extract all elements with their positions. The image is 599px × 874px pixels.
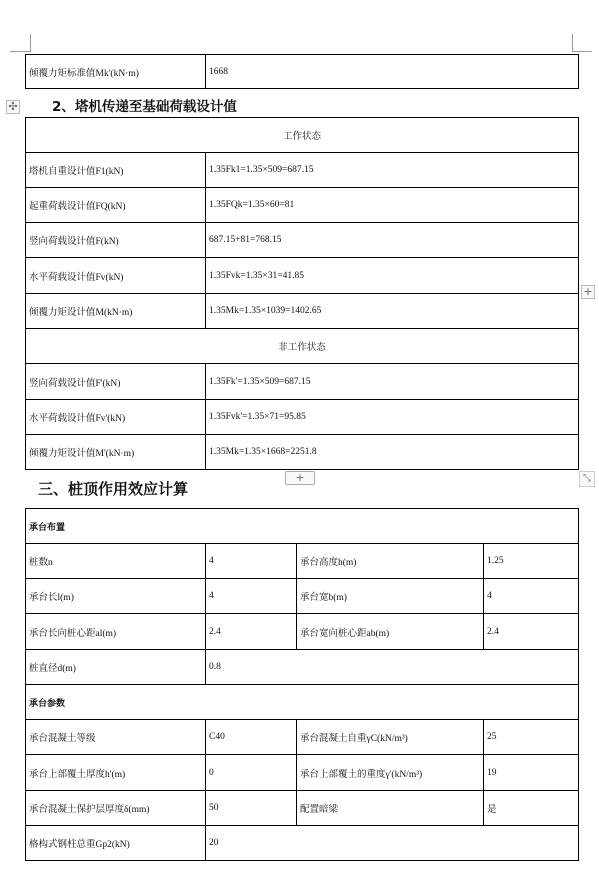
resize-handle-icon[interactable]: ⤡ <box>579 471 595 487</box>
table-cell: 水平荷载设计值Fv'(kN) <box>26 400 206 435</box>
table-cell: 倾覆力矩标准值Mk'(kN·m) <box>26 55 206 89</box>
add-row-button[interactable]: + <box>285 471 315 485</box>
table-cell: 竖向荷载设计值F(kN) <box>26 223 206 258</box>
table-cell: 687.15+81=768.15 <box>206 223 579 258</box>
table-row <box>26 118 579 153</box>
table-cell: 1668 <box>206 55 579 89</box>
table-cell: 4 <box>206 579 297 614</box>
table-cell: 2.4 <box>206 614 297 650</box>
table-row <box>26 55 579 89</box>
group-header: 工作状态 <box>26 118 579 153</box>
table-cell: 承台长向桩心距al(m) <box>26 614 206 650</box>
table-cell: 格构式钢柱总重Gp2(kN) <box>26 826 206 861</box>
table-row <box>26 614 579 650</box>
table-cell: C40 <box>206 720 297 755</box>
crop-mark <box>30 34 31 52</box>
table-cell: 承台宽向桩心距ab(m) <box>297 614 484 650</box>
table-row <box>26 579 579 614</box>
table-cell: 承台上部覆土的重度γ'(kN/m³) <box>297 755 484 791</box>
table-cell: 桩数n <box>26 544 206 579</box>
table-cell: 配置暗梁 <box>297 791 484 826</box>
table-row <box>26 509 579 544</box>
table-row <box>26 720 579 755</box>
table-row <box>26 188 579 223</box>
table-cell: 1.35Fvk=1.35×31=41.85 <box>206 258 579 294</box>
table-move-handle-icon[interactable]: ✣ <box>6 100 20 114</box>
insert-column-button[interactable]: + <box>581 285 595 299</box>
table-cell: 4 <box>484 579 579 614</box>
table-cell: 50 <box>206 791 297 826</box>
table-cell: 承台混凝土保护层厚度δ(mm) <box>26 791 206 826</box>
table-row <box>26 294 579 329</box>
table-row <box>26 400 579 435</box>
table-cell: 承台长l(m) <box>26 579 206 614</box>
group-header: 非工作状态 <box>26 329 579 364</box>
table-row <box>26 364 579 400</box>
table-cell: 水平荷载设计值Fv(kN) <box>26 258 206 294</box>
table-cell: 倾覆力矩设计值M'(kN·m) <box>26 435 206 470</box>
table-cell: 竖向荷载设计值F'(kN) <box>26 364 206 400</box>
table-row <box>26 435 579 470</box>
table-row <box>26 650 579 685</box>
table-cell: 承台宽b(m) <box>297 579 484 614</box>
table-cell: 1.25 <box>484 544 579 579</box>
group-header: 承台参数 <box>26 685 579 720</box>
load-design-table <box>25 117 579 470</box>
table-cell: 是 <box>484 791 579 826</box>
table-cell: 19 <box>484 755 579 791</box>
table-cell: 承台高度h(m) <box>297 544 484 579</box>
table-cell: 倾覆力矩设计值M(kN·m) <box>26 294 206 329</box>
table-cell: 4 <box>206 544 297 579</box>
table-row <box>26 223 579 258</box>
crop-mark <box>572 51 592 52</box>
group-header: 承台布置 <box>26 509 579 544</box>
table-cell: 起重荷载设计值FQ(kN) <box>26 188 206 223</box>
table-cell: 1.35Fk1=1.35×509=687.15 <box>206 153 579 188</box>
table-row <box>26 544 579 579</box>
table-cell: 1.35FQk=1.35×60=81 <box>206 188 579 223</box>
pile-cap-table <box>25 508 579 861</box>
table-row <box>26 258 579 294</box>
table-cell: 2.4 <box>484 614 579 650</box>
table-cell: 0.8 <box>206 650 579 685</box>
table-row <box>26 755 579 791</box>
crop-mark <box>572 34 573 52</box>
table-cell: 承台混凝土等级 <box>26 720 206 755</box>
table-cell: 20 <box>206 826 579 861</box>
table-cell: 25 <box>484 720 579 755</box>
table-row <box>26 826 579 861</box>
crop-mark <box>10 51 30 52</box>
table-cell: 1.35Mk=1.35×1668=2251.8 <box>206 435 579 470</box>
table-row <box>26 153 579 188</box>
table-cell: 桩直径d(m) <box>26 650 206 685</box>
top-table <box>25 54 579 89</box>
table-cell: 承台上部覆土厚度h'(m) <box>26 755 206 791</box>
table-row <box>26 791 579 826</box>
table-row <box>26 685 579 720</box>
section-heading: 2、塔机传递至基础荷载设计值 <box>52 99 237 115</box>
table-cell: 1.35Fvk'=1.35×71=95.85 <box>206 400 579 435</box>
section-heading: 三、桩顶作用效应计算 <box>38 480 189 498</box>
table-cell: 塔机自重设计值F1(kN) <box>26 153 206 188</box>
table-cell: 1.35Mk=1.35×1039=1402.65 <box>206 294 579 329</box>
table-cell: 1.35Fk'=1.35×509=687.15 <box>206 364 579 400</box>
table-cell: 0 <box>206 755 297 791</box>
table-cell: 承台混凝土自重γC(kN/m³) <box>297 720 484 755</box>
table-row <box>26 329 579 364</box>
